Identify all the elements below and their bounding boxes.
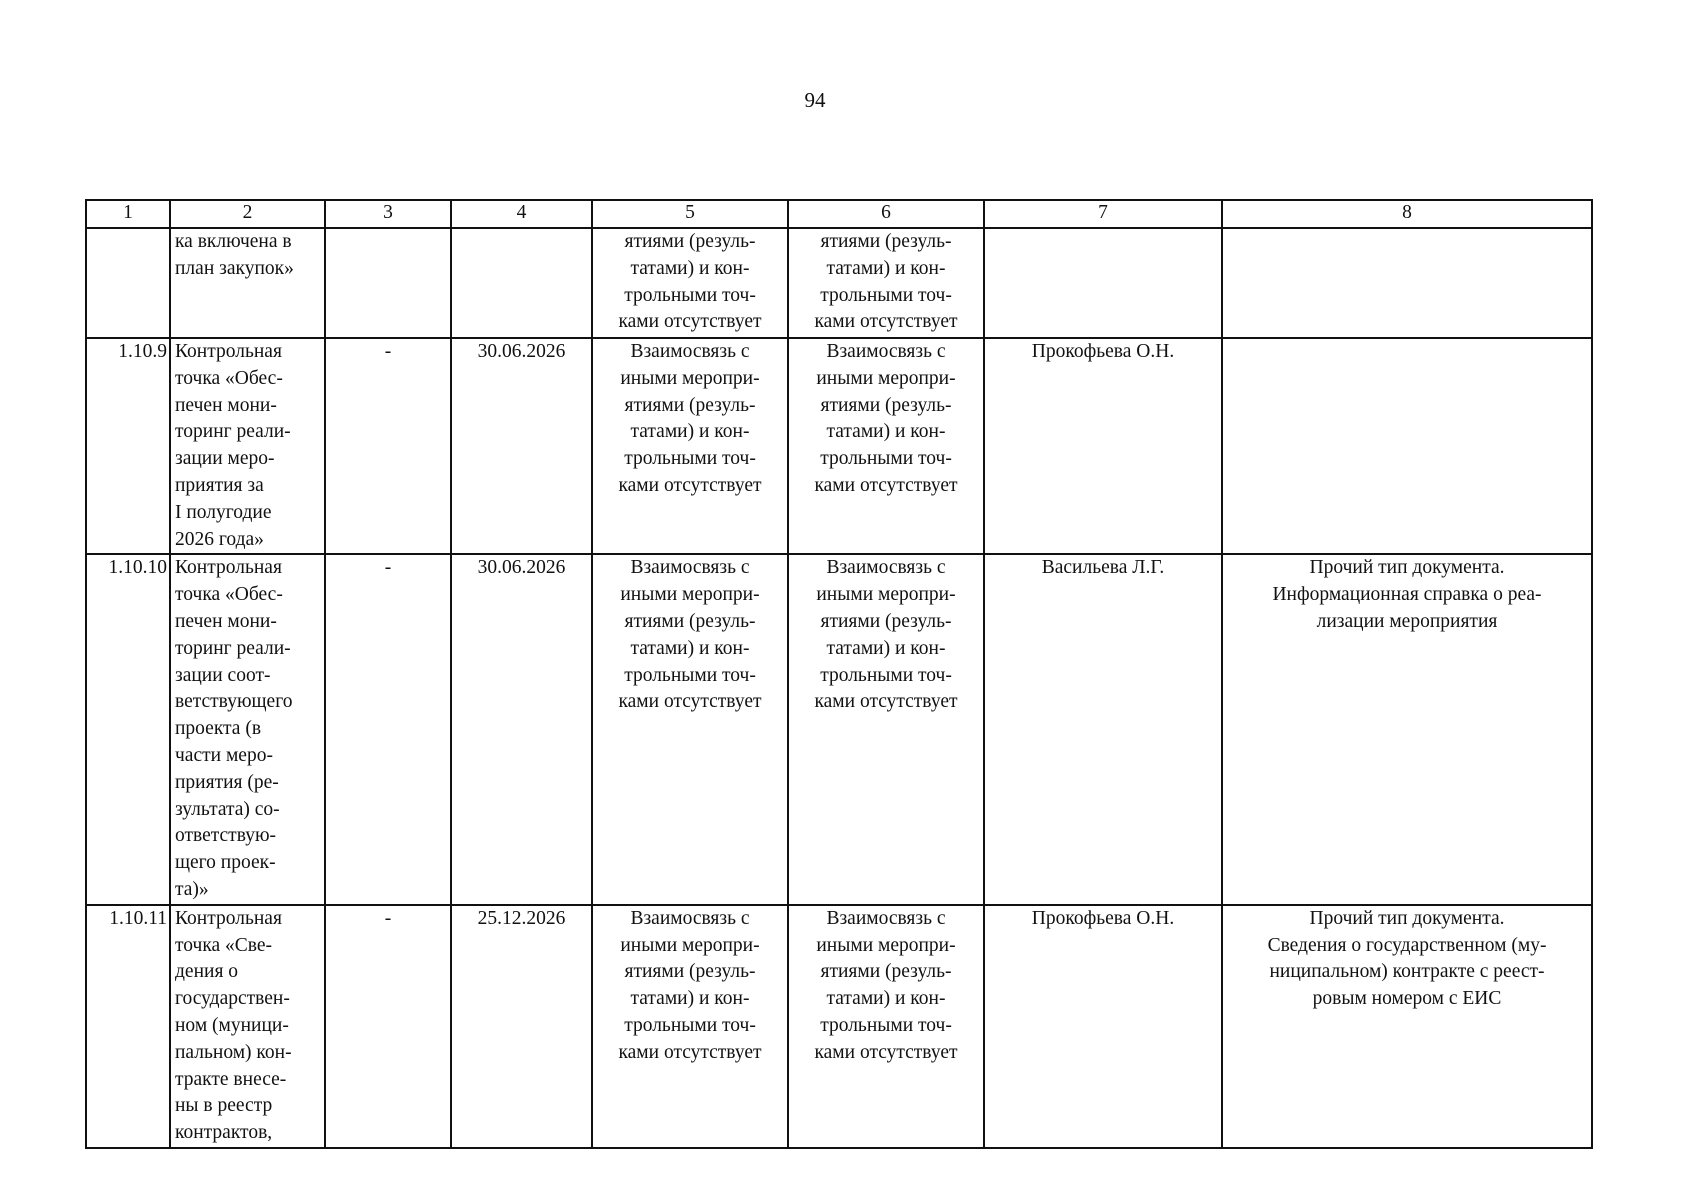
document-cell bbox=[1222, 338, 1592, 554]
event-name-cell-line: ответствую- bbox=[175, 825, 277, 847]
responsible-cell: Васильева Л.Г. bbox=[984, 554, 1222, 904]
event-name-cell-line: 2026 года» bbox=[175, 528, 264, 550]
header-cell: 5 bbox=[592, 200, 788, 228]
relation-cell-col6-line: татами) и кон- bbox=[826, 257, 946, 279]
date-cell: 30.06.2026 bbox=[451, 554, 592, 904]
table-row bbox=[86, 554, 1592, 904]
document-cell-line: ровым номером с ЕИС bbox=[1312, 988, 1502, 1010]
event-name-cell-line: пальном) кон- bbox=[175, 1041, 292, 1063]
document-cell bbox=[1222, 228, 1592, 338]
event-name-cell-line: печен мони- bbox=[175, 394, 277, 416]
relation-cell-col5 bbox=[592, 905, 788, 1148]
relation-cell-col6-line: ками отсутствует bbox=[814, 1041, 958, 1063]
event-name-cell-line: ка включена в bbox=[175, 231, 292, 252]
relation-cell-col6 bbox=[788, 905, 984, 1148]
relation-cell-col5-line: ятиями (резуль- bbox=[624, 231, 756, 252]
relation-cell-col5-line: ятиями (резуль- bbox=[624, 394, 756, 416]
relation-cell-col5-line: татами) и кон- bbox=[630, 637, 750, 659]
data-table bbox=[85, 199, 1593, 1149]
document-cell-line: Прочий тип документа. bbox=[1309, 557, 1505, 579]
column-3-cell: - bbox=[325, 338, 451, 554]
relation-cell-col5-line: татами) и кон- bbox=[630, 421, 750, 443]
row-number-cell: 1.10.10 bbox=[86, 554, 170, 904]
relation-cell-col5-line: ятиями (резуль- bbox=[624, 961, 756, 983]
relation-cell-col6 bbox=[788, 228, 984, 338]
event-name-cell-line: I полугодие bbox=[175, 501, 272, 523]
event-name-cell-line: Контрольная bbox=[175, 907, 282, 929]
event-name-cell-line: части меро- bbox=[175, 744, 273, 766]
event-name-cell-line: та)» bbox=[175, 878, 209, 900]
event-name-cell-line: контрактов, bbox=[175, 1122, 273, 1144]
event-name-cell-line: зации меро- bbox=[175, 448, 275, 470]
relation-cell-col5-line: иными меропри- bbox=[620, 934, 760, 956]
document-cell-line: Сведения о государственном (му- bbox=[1267, 934, 1547, 956]
header-cell: 3 bbox=[325, 200, 451, 228]
relation-cell-col5-line: Взаимосвязь с bbox=[630, 557, 750, 579]
document-cell bbox=[1222, 905, 1592, 1148]
header-cell: 4 bbox=[451, 200, 592, 228]
event-name-cell-line: точка «Све- bbox=[175, 934, 273, 956]
document-cell-line: Информационная справка о реа- bbox=[1272, 584, 1542, 606]
event-name-cell-line: торинг реали- bbox=[175, 421, 291, 443]
table-row bbox=[86, 228, 1592, 338]
row-number-cell: 1.10.11 bbox=[86, 905, 170, 1148]
relation-cell-col5-line: трольными точ- bbox=[624, 448, 756, 470]
responsible-cell bbox=[984, 228, 1222, 338]
event-name-cell-line: приятия (ре- bbox=[175, 771, 279, 793]
relation-cell-col6-line: иными меропри- bbox=[816, 934, 956, 956]
page-number: 94 bbox=[804, 88, 826, 112]
event-name-cell bbox=[170, 554, 325, 904]
event-name-cell-line: щего проек- bbox=[175, 852, 276, 874]
relation-cell-col6-line: татами) и кон- bbox=[826, 637, 946, 659]
event-name-cell-line: Контрольная bbox=[175, 557, 282, 579]
relation-cell-col5-line: иными меропри- bbox=[620, 367, 760, 389]
date-cell: 30.06.2026 bbox=[451, 338, 592, 554]
relation-cell-col5-line: ками отсутствует bbox=[618, 311, 762, 333]
relation-cell-col6-line: иными меропри- bbox=[816, 584, 956, 606]
relation-cell-col5-line: татами) и кон- bbox=[630, 257, 750, 279]
relation-cell-col5-line: трольными точ- bbox=[624, 664, 756, 686]
relation-cell-col6-line: татами) и кон- bbox=[826, 988, 946, 1010]
date-cell bbox=[451, 228, 592, 338]
relation-cell-col6-line: ятиями (резуль- bbox=[820, 961, 952, 983]
relation-cell-col6-line: ками отсутствует bbox=[814, 691, 958, 713]
event-name-cell-line: ны в реестр bbox=[175, 1095, 273, 1117]
event-name-cell-line: тракте внесе- bbox=[175, 1068, 287, 1090]
relation-cell-col5-line: трольными точ- bbox=[624, 284, 756, 306]
event-name-cell-line: точка «Обес- bbox=[175, 584, 283, 606]
document-cell bbox=[1222, 554, 1592, 904]
event-name-cell-line: ветствующего bbox=[175, 691, 293, 713]
header-cell: 8 bbox=[1222, 200, 1592, 228]
header-cell: 7 bbox=[984, 200, 1222, 228]
relation-cell-col5 bbox=[592, 338, 788, 554]
relation-cell-col5-line: трольными точ- bbox=[624, 1014, 756, 1036]
event-name-cell-line: проекта (в bbox=[175, 718, 262, 740]
event-name-cell-line: Контрольная bbox=[175, 341, 282, 362]
document-cell-line: лизации мероприятия bbox=[1316, 610, 1498, 632]
event-name-cell-line: зации соот- bbox=[175, 664, 271, 686]
relation-cell-col6-line: трольными точ- bbox=[820, 1014, 952, 1036]
relation-cell-col6-line: ками отсутствует bbox=[814, 474, 958, 496]
relation-cell-col6-line: Взаимосвязь с bbox=[826, 907, 946, 929]
event-name-cell bbox=[170, 228, 325, 338]
relation-cell-col6-line: Взаимосвязь с bbox=[826, 341, 946, 362]
relation-cell-col6 bbox=[788, 338, 984, 554]
column-3-cell: - bbox=[325, 554, 451, 904]
column-3-cell bbox=[325, 228, 451, 338]
relation-cell-col6-line: ятиями (резуль- bbox=[820, 394, 952, 416]
relation-cell-col6-line: трольными точ- bbox=[820, 664, 952, 686]
relation-cell-col6-line: ятиями (резуль- bbox=[820, 231, 952, 252]
header-cell: 2 bbox=[170, 200, 325, 228]
event-name-cell bbox=[170, 905, 325, 1148]
document-cell-line: Прочий тип документа. bbox=[1309, 907, 1505, 929]
event-name-cell-line: дения о bbox=[175, 961, 239, 983]
event-name-cell bbox=[170, 338, 325, 554]
relation-cell-col6 bbox=[788, 554, 984, 904]
relation-cell-col6-line: ятиями (резуль- bbox=[820, 610, 952, 632]
responsible-cell: Прокофьева О.Н. bbox=[984, 338, 1222, 554]
event-name-cell-line: ном (муници- bbox=[175, 1014, 289, 1036]
relation-cell-col6-line: ками отсутствует bbox=[814, 311, 958, 333]
document-cell-line: ниципальном) контракте с реест- bbox=[1269, 961, 1545, 983]
header-row bbox=[86, 200, 1592, 228]
relation-cell-col5-line: ками отсутствует bbox=[618, 474, 762, 496]
event-name-cell-line: приятия за bbox=[175, 474, 264, 496]
event-name-cell-line: государствен- bbox=[175, 988, 290, 1010]
table-row bbox=[86, 338, 1592, 554]
relation-cell-col6-line: трольными точ- bbox=[820, 284, 952, 306]
column-3-cell: - bbox=[325, 905, 451, 1148]
row-number-cell: 1.10.9 bbox=[86, 338, 170, 554]
relation-cell-col5-line: ками отсутствует bbox=[618, 1041, 762, 1063]
relation-cell-col5-line: Взаимосвязь с bbox=[630, 341, 750, 362]
event-name-cell-line: торинг реали- bbox=[175, 637, 291, 659]
relation-cell-col5-line: иными меропри- bbox=[620, 584, 760, 606]
table-row bbox=[86, 905, 1592, 1148]
header-cell: 1 bbox=[86, 200, 170, 228]
responsible-cell: Прокофьева О.Н. bbox=[984, 905, 1222, 1148]
relation-cell-col6-line: Взаимосвязь с bbox=[826, 557, 946, 579]
relation-cell-col6-line: трольными точ- bbox=[820, 448, 952, 470]
relation-cell-col6-line: иными меропри- bbox=[816, 367, 956, 389]
event-name-cell-line: зультата) со- bbox=[175, 798, 280, 820]
date-cell: 25.12.2026 bbox=[451, 905, 592, 1148]
relation-cell-col6-line: татами) и кон- bbox=[826, 421, 946, 443]
relation-cell-col5-line: ками отсутствует bbox=[618, 691, 762, 713]
event-name-cell-line: точка «Обес- bbox=[175, 367, 283, 389]
row-number-cell bbox=[86, 228, 170, 338]
event-name-cell-line: план закупок» bbox=[175, 257, 294, 279]
relation-cell-col5 bbox=[592, 554, 788, 904]
relation-cell-col5 bbox=[592, 228, 788, 338]
header-cell: 6 bbox=[788, 200, 984, 228]
relation-cell-col5-line: ятиями (резуль- bbox=[624, 610, 756, 632]
relation-cell-col5-line: Взаимосвязь с bbox=[630, 907, 750, 929]
relation-cell-col5-line: татами) и кон- bbox=[630, 988, 750, 1010]
event-name-cell-line: печен мони- bbox=[175, 610, 277, 632]
